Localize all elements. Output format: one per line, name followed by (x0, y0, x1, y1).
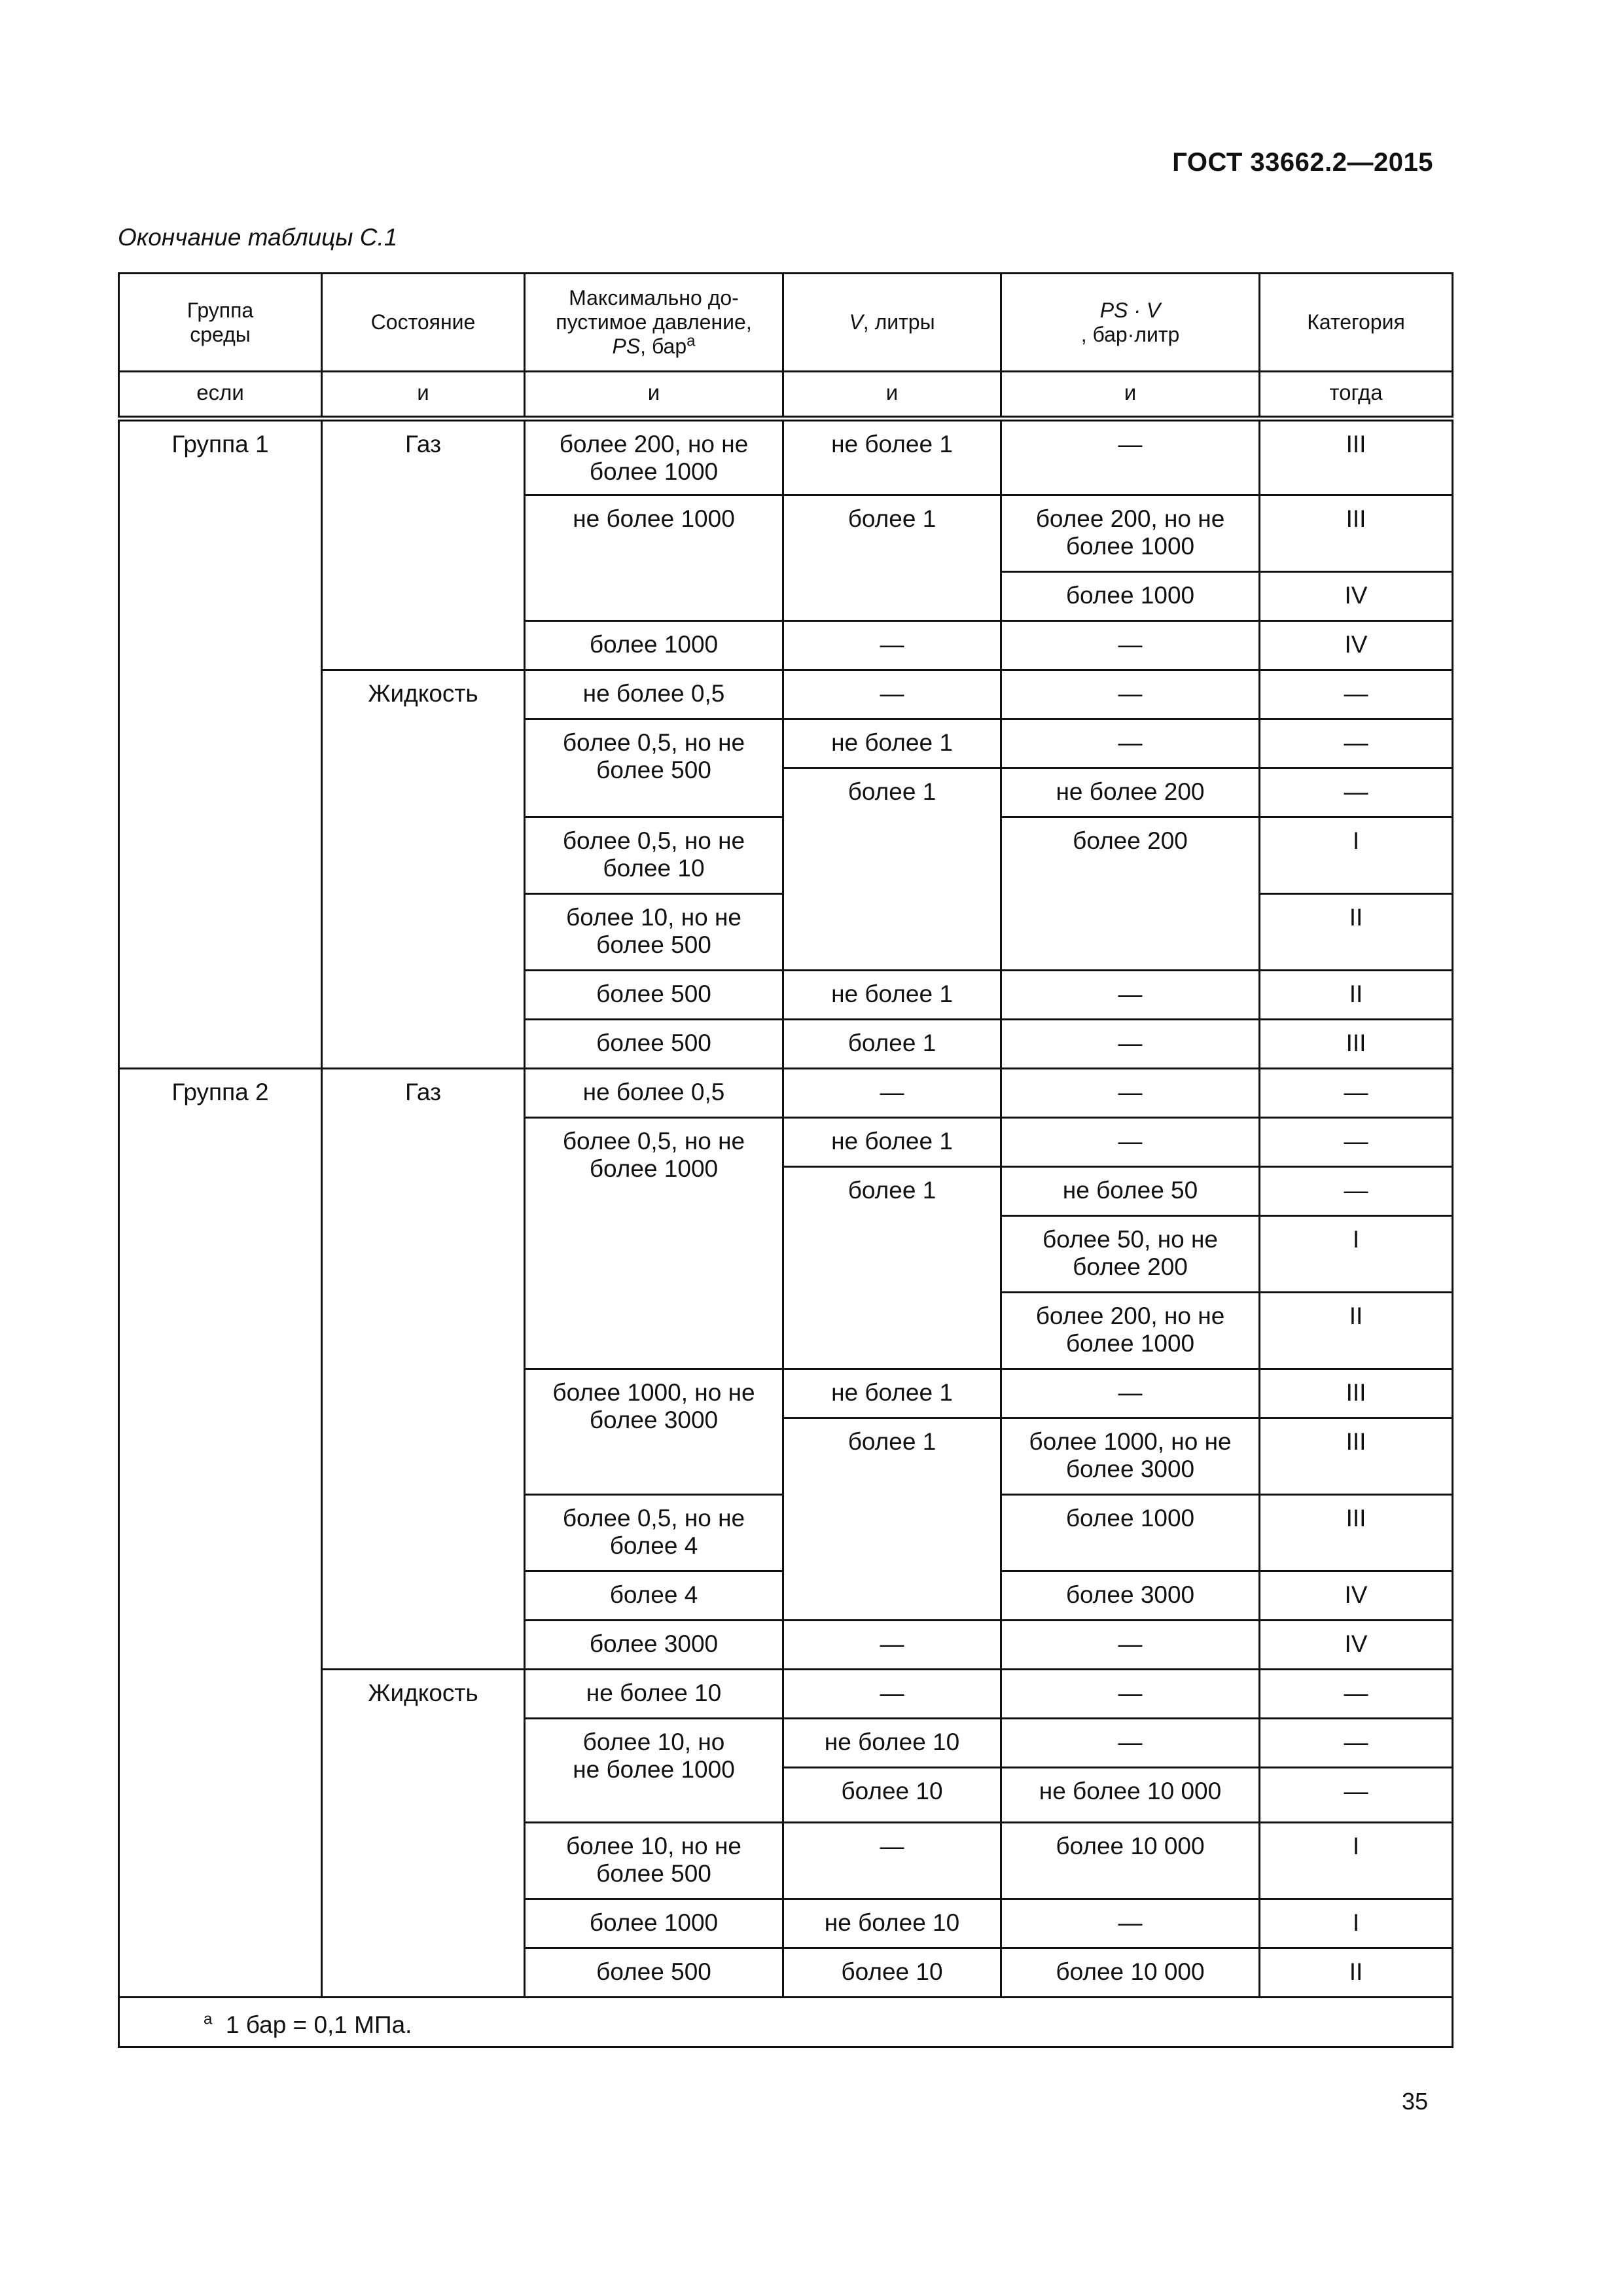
condition-and: и (322, 372, 525, 419)
pressure-cell: более 0,5, но не более 10 (525, 817, 783, 894)
volume-cell: — (783, 1823, 1001, 1899)
product-cell: — (1001, 719, 1260, 768)
condition-and: и (525, 372, 783, 419)
product-cell: более 50, но не более 200 (1001, 1216, 1260, 1293)
header-group: Группа среды (119, 274, 322, 372)
category-cell: III (1260, 419, 1453, 495)
product-cell: — (1001, 1020, 1260, 1069)
volume-cell: — (783, 621, 1001, 670)
condition-and: и (1001, 372, 1260, 419)
pressure-cell: не более 10 (525, 1670, 783, 1719)
category-cell: — (1260, 768, 1453, 817)
document-code: ГОСТ 33662.2—2015 (1172, 148, 1433, 177)
group-cell: Группа 2 (119, 1069, 322, 1998)
header-pressure: Максимально до-пустимое давление, PS, бар$^а$ (525, 274, 783, 372)
product-cell: — (1001, 1670, 1260, 1719)
category-cell: II (1260, 1948, 1453, 1998)
condition-and: и (783, 372, 1001, 419)
page-number: 35 (1401, 2088, 1428, 2115)
table-row (119, 1069, 1453, 1118)
category-cell: I (1260, 817, 1453, 894)
product-cell: более 200 (1001, 817, 1260, 971)
category-cell: III (1260, 495, 1453, 572)
category-cell: IV (1260, 572, 1453, 621)
state-cell: Газ (322, 1069, 525, 1670)
pressure-cell: более 10, но не более 500 (525, 1823, 783, 1899)
category-cell: — (1260, 1768, 1453, 1823)
category-cell: II (1260, 894, 1453, 971)
category-cell: — (1260, 670, 1453, 719)
product-cell: — (1001, 971, 1260, 1020)
category-cell: IV (1260, 621, 1453, 670)
category-cell: IV (1260, 1621, 1453, 1670)
volume-cell: — (783, 1621, 1001, 1670)
category-cell: — (1260, 1069, 1453, 1118)
volume-cell: не более 1 (783, 719, 1001, 768)
pressure-cell: не более 0,5 (525, 1069, 783, 1118)
volume-cell: более 1 (783, 1418, 1001, 1621)
footnote-row (119, 1998, 1453, 2047)
state-cell: Газ (322, 419, 525, 670)
state-cell: Жидкость (322, 670, 525, 1069)
footnote (119, 1998, 1453, 2047)
category-cell: — (1260, 719, 1453, 768)
condition-if: если (119, 372, 322, 419)
category-cell: III (1260, 1020, 1453, 1069)
pressure-cell: более 200, но не более 1000 (525, 419, 783, 495)
condition-then: тогда (1260, 372, 1453, 419)
product-cell: более 200, но не более 1000 (1001, 495, 1260, 572)
category-cell: IV (1260, 1571, 1453, 1621)
product-cell: более 1000, но не более 3000 (1001, 1418, 1260, 1495)
product-cell: не более 10 000 (1001, 1768, 1260, 1823)
volume-cell: более 1 (783, 1020, 1001, 1069)
condition-row (119, 372, 1453, 419)
product-cell: — (1001, 1369, 1260, 1418)
product-cell: не более 50 (1001, 1167, 1260, 1216)
category-cell: I (1260, 1216, 1453, 1293)
volume-cell: не более 1 (783, 419, 1001, 495)
pressure-cell: более 1000, но не более 3000 (525, 1369, 783, 1495)
product-cell: более 1000 (1001, 1495, 1260, 1571)
pressure-cell: не более 0,5 (525, 670, 783, 719)
category-cell: III (1260, 1418, 1453, 1495)
header-category: Категория (1260, 274, 1453, 372)
pressure-cell: более 4 (525, 1571, 783, 1621)
category-cell: III (1260, 1495, 1453, 1571)
product-cell: более 10 000 (1001, 1948, 1260, 1998)
volume-cell: — (783, 1069, 1001, 1118)
volume-cell: не более 1 (783, 1369, 1001, 1418)
footnote-text: 1 бар = 0,1 МПа. (225, 2011, 412, 2038)
pressure-cell: не более 1000 (525, 495, 783, 621)
pressure-cell: более 1000 (525, 621, 783, 670)
pressure-cell: более 10, но не более 500 (525, 894, 783, 971)
product-cell: — (1001, 670, 1260, 719)
table-caption: Окончание таблицы С.1 (118, 224, 398, 251)
product-cell: — (1001, 621, 1260, 670)
category-cell: I (1260, 1899, 1453, 1948)
volume-cell: — (783, 1670, 1001, 1719)
volume-cell: не более 1 (783, 1118, 1001, 1167)
volume-cell: более 10 (783, 1948, 1001, 1998)
product-cell: более 10 000 (1001, 1823, 1260, 1899)
category-cell: — (1260, 1118, 1453, 1167)
category-cell: — (1260, 1670, 1453, 1719)
product-cell: — (1001, 1069, 1260, 1118)
header-volume: V, литры (783, 274, 1001, 372)
category-cell: I (1260, 1823, 1453, 1899)
product-cell: более 200, но не более 1000 (1001, 1293, 1260, 1369)
table-row (119, 419, 1453, 495)
volume-cell: более 1 (783, 495, 1001, 621)
volume-cell: не более 10 (783, 1719, 1001, 1768)
pressure-cell: более 0,5, но не более 500 (525, 719, 783, 817)
category-cell: — (1260, 1167, 1453, 1216)
product-cell: — (1001, 1719, 1260, 1768)
pressure-cell: более 0,5, но не более 1000 (525, 1118, 783, 1369)
product-cell: более 1000 (1001, 572, 1260, 621)
product-cell: — (1001, 419, 1260, 495)
product-cell: — (1001, 1118, 1260, 1167)
volume-cell: более 1 (783, 1167, 1001, 1369)
pressure-cell: более 10, но не более 1000 (525, 1719, 783, 1823)
state-cell: Жидкость (322, 1670, 525, 1998)
volume-cell: более 10 (783, 1768, 1001, 1823)
header-row (119, 274, 1453, 372)
category-cell: II (1260, 971, 1453, 1020)
category-table (118, 272, 1454, 2048)
product-cell: — (1001, 1899, 1260, 1948)
group-cell: Группа 1 (119, 419, 322, 1069)
header-product: PS · V , бар·литр (1001, 274, 1260, 372)
volume-cell: — (783, 670, 1001, 719)
volume-cell: не более 1 (783, 971, 1001, 1020)
product-cell: — (1001, 1621, 1260, 1670)
category-cell: II (1260, 1293, 1453, 1369)
volume-cell: не более 10 (783, 1899, 1001, 1948)
volume-cell: более 1 (783, 768, 1001, 971)
header-state: Состояние (322, 274, 525, 372)
pressure-cell: более 500 (525, 1948, 783, 1998)
product-cell: не более 200 (1001, 768, 1260, 817)
pressure-cell: более 500 (525, 971, 783, 1020)
pressure-cell: более 500 (525, 1020, 783, 1069)
category-cell: III (1260, 1369, 1453, 1418)
footnote-mark: а (204, 2010, 213, 2028)
pressure-cell: более 3000 (525, 1621, 783, 1670)
pressure-cell: более 1000 (525, 1899, 783, 1948)
pressure-cell: более 0,5, но не более 4 (525, 1495, 783, 1571)
category-cell: — (1260, 1719, 1453, 1768)
product-cell: более 3000 (1001, 1571, 1260, 1621)
